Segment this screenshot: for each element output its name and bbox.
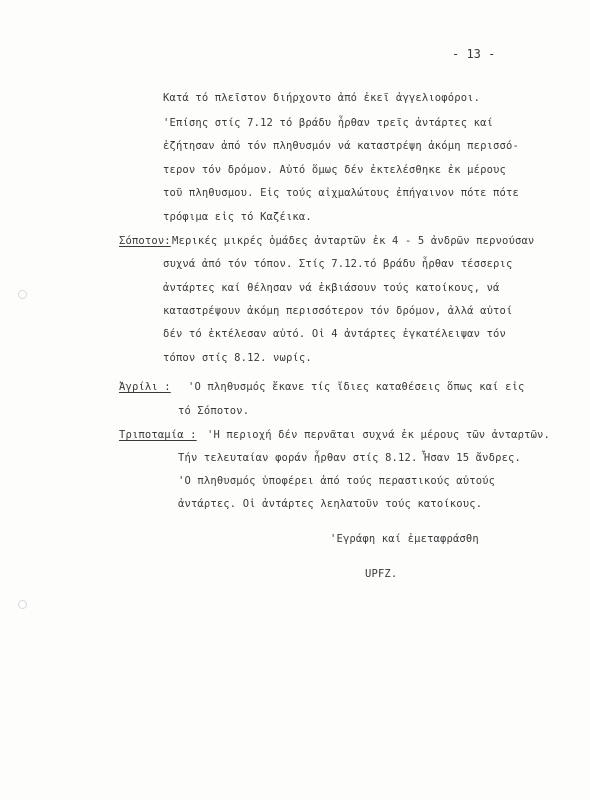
text-line: ἐζήτησαν ἀπό τόν πληθυσμόν νά καταστρέψη ἀκόμη περισσό-	[163, 140, 519, 152]
text-line: ἀντάρτες καί θέλησαν νά ἐκβιάσουν τούς κατοίκους, νά	[163, 282, 500, 294]
text-line: τρόφιμα εἰς τό Καζέικα.	[163, 211, 312, 223]
page-number: - 13 -	[452, 47, 496, 61]
punch-hole-mark	[18, 290, 27, 299]
text-line: ἀντάρτες. Οἱ ἀντάρτες λεηλατοῦν τούς κατοίκους.	[178, 498, 483, 510]
section-label-agrili: Ἀγρίλι :	[119, 381, 171, 393]
text-line: τερον τόν δρόμον. Αὐτό ὅμως δέν ἐκτελέσθηκε ἐκ μέρους	[163, 164, 506, 176]
signature-initials: UPFZ.	[365, 568, 398, 580]
signature-line: 'Εγράφη καί ἐμεταφράσθη	[330, 533, 479, 545]
section-label-sopoton: Σόποτον:	[119, 235, 171, 247]
text-line: 'Επίσης στίς 7.12 τό βράδυ ἦρθαν τρεῖς ἀντάρτες καί	[163, 117, 494, 129]
text-line: 'Η περιοχή δέν περνᾶται συχνά ἐκ μέρους τῶν ἀνταρτῶν.	[207, 429, 550, 441]
text-line: 'Ο πληθυσμός ὑποφέρει ἀπό τούς περαστικούς αὐτούς	[178, 475, 496, 487]
text-line: συχνά ἀπό τόν τόπον. Στίς 7.12.τό βράδυ ἦρθαν τέσσερις	[163, 258, 513, 270]
text-line: 'Ο πληθυσμός ἔκανε τίς ἴδιες καταθέσεις ὅπως καί εἰς	[188, 381, 525, 393]
text-line: τό Σόποτον.	[178, 405, 250, 417]
text-line: τόπον στίς 8.12. νωρίς.	[163, 352, 312, 364]
text-line: καταστρέψουν ἀκόμη περισσότερον τόν δρόμον, ἀλλά αὐτοί	[163, 305, 513, 317]
text-line: τοῦ πληθυσμου. Εἰς τούς αἰχμαλώτους ἐπήγαινον πότε πότε	[163, 187, 519, 199]
text-line: Τήν τελευταίαν φοράν ἦρθαν στίς 8.12. Ἦσαν 15 ἄνδρες.	[178, 452, 521, 464]
section-label-tripotamia: Τριποταμία :	[119, 429, 197, 441]
punch-hole-mark	[18, 600, 27, 609]
text-line: δέν τό ἐκτέλεσαν αὐτό. Οἱ 4 ἀντάρτες ἐγκατέλειψαν τόν	[163, 328, 506, 340]
text-line: Μερικές μικρές ὁμάδες ἀνταρτῶν ἐκ 4 - 5 ἀνδρῶν περνούσαν	[172, 235, 535, 247]
text-line: Κατά τό πλεῖστον διήρχοντο ἀπό ἐκεῖ ἀγγελιοφόροι.	[163, 92, 481, 104]
